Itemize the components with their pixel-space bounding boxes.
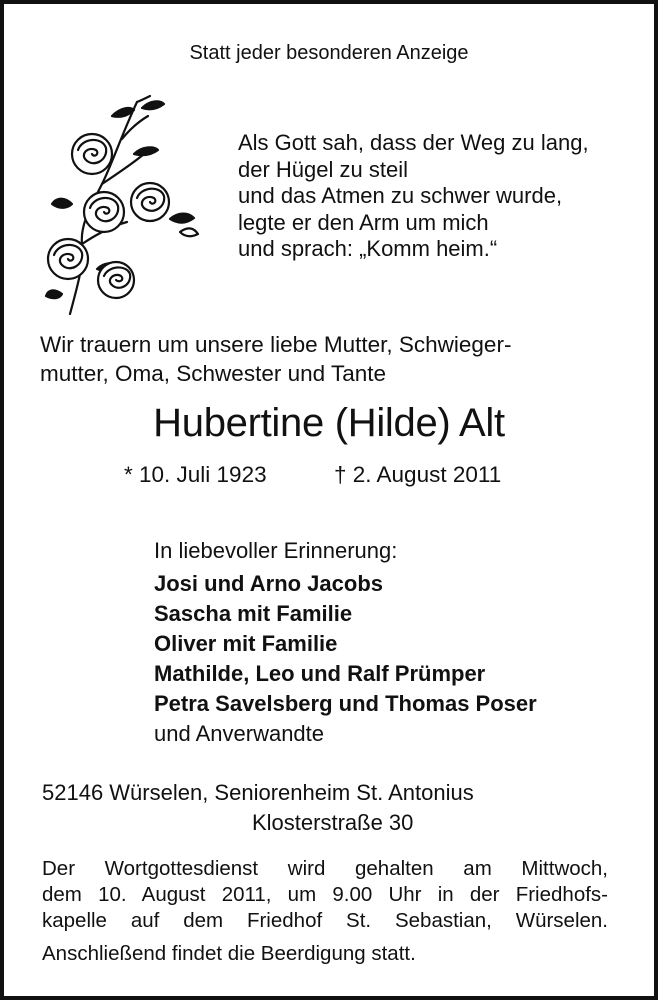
burial-note: Anschließend findet die Beerdigung statt. bbox=[42, 942, 416, 965]
service-line: kapelle auf dem Friedhof St. Sebastian, Würselen. bbox=[42, 909, 608, 932]
mourner-entry: Sascha mit Familie bbox=[154, 601, 353, 626]
roses-icon bbox=[42, 94, 202, 319]
relatives-line: und Anverwandte bbox=[154, 721, 325, 746]
birth-date: * 10. Juli 1923 bbox=[124, 462, 267, 487]
death-date: † 2. August 2011 bbox=[334, 462, 502, 487]
poem-line: der Hügel zu steil bbox=[238, 156, 408, 182]
service-line: Der Wortgottesdienst wird gehalten am Mittwoch, bbox=[42, 857, 608, 880]
notice-header: Statt jeder besonderen Anzeige bbox=[189, 42, 469, 64]
poem-line: und sprach: „Komm heim.“ bbox=[238, 236, 498, 261]
address-line-1: 52146 Würselen, Seniorenheim St. Antonius bbox=[42, 780, 474, 805]
mourner-entry: Josi und Arno Jacobs bbox=[154, 571, 384, 596]
deceased-name: Hubertine (Hilde) Alt bbox=[153, 401, 505, 445]
intro-line: Wir trauern um unsere liebe Mutter, Schwieger- bbox=[40, 332, 512, 357]
mourner-entry: Petra Savelsberg und Thomas Poser bbox=[154, 691, 537, 716]
poem-line: Als Gott sah, dass der Weg zu lang, bbox=[238, 130, 589, 155]
mourners-list bbox=[154, 569, 537, 749]
mourning-intro bbox=[40, 330, 511, 388]
memory-label: In liebevoller Erinnerung: bbox=[154, 538, 398, 563]
intro-line: mutter, Oma, Schwester und Tante bbox=[40, 361, 387, 386]
mourner-entry: Oliver mit Familie bbox=[154, 631, 338, 656]
poem-line: und das Atmen zu schwer wurde, bbox=[238, 183, 563, 208]
poem-line: legte er den Arm um mich bbox=[238, 209, 489, 235]
poem bbox=[238, 130, 589, 263]
mourner-entry: Mathilde, Leo und Ralf Prümper bbox=[154, 661, 486, 686]
service-line: dem 10. August 2011, um 9.00 Uhr in der Friedhofs- bbox=[42, 883, 608, 906]
service-info bbox=[42, 856, 608, 934]
address-line-2: Klosterstraße 30 bbox=[252, 810, 414, 835]
